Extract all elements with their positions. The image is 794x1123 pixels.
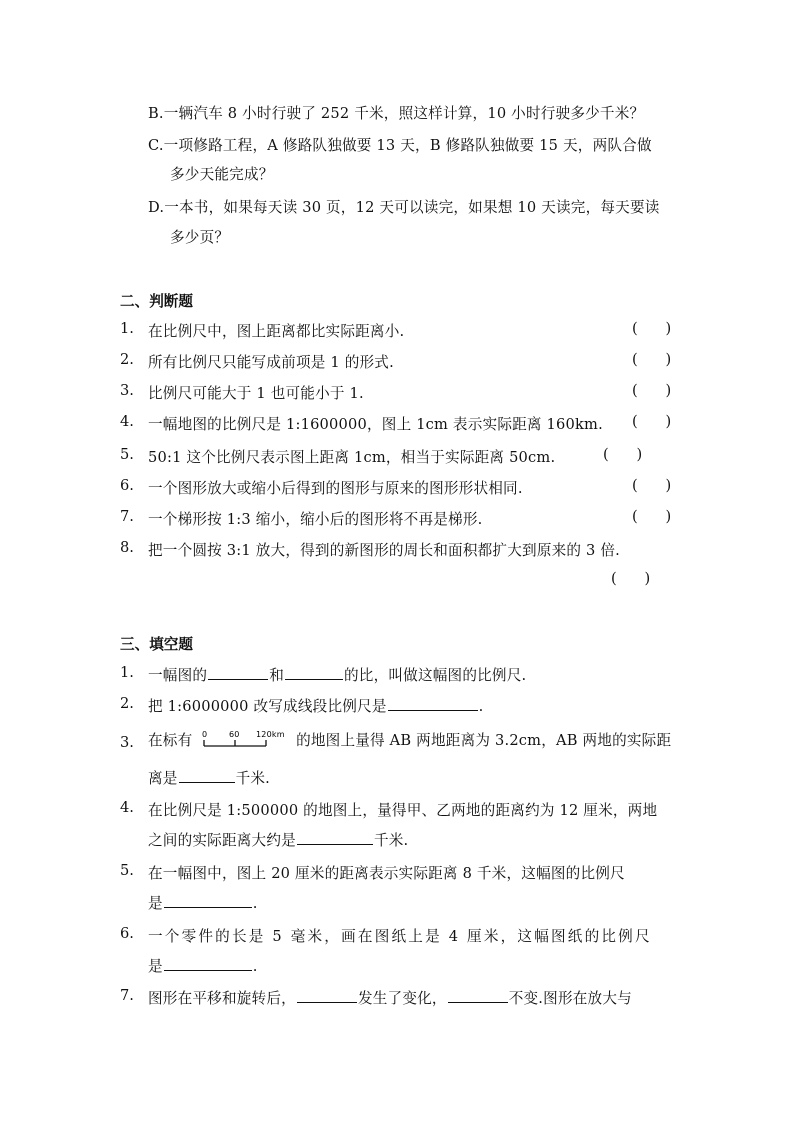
item-text: 的地图上量得 AB 两地距离为 3.2cm，AB 两地的实际距 xyxy=(296,732,672,749)
scale-label-120: 120km xyxy=(256,730,285,739)
section-title-fill-blank: 三、填空题 xyxy=(120,636,193,653)
scale-label-60: 60 xyxy=(229,730,240,739)
answer-blank[interactable] xyxy=(164,893,252,908)
item-number: 8. xyxy=(120,539,134,556)
item-number: 6. xyxy=(120,925,134,942)
item-text: 和 xyxy=(269,667,284,684)
answer-blank[interactable] xyxy=(179,768,235,783)
answer-paren[interactable]: ( ) xyxy=(632,477,672,494)
item-text: 离是 xyxy=(148,770,178,787)
option-d: D.一本书，如果每天读 30 页，12 天可以读完，如果想 10 天读完，每天要读 xyxy=(148,199,660,216)
item-number: 1. xyxy=(120,320,134,337)
answer-blank[interactable] xyxy=(285,665,343,680)
item-text: 把一个圆按 3:1 放大，得到的新图形的周长和面积都扩大到原来的 3 倍. xyxy=(148,542,620,559)
item-text: 50:1 这个比例尺表示图上距离 1cm，相当于实际距离 50cm. xyxy=(148,449,556,466)
fill-item-4: 在比例尺是 1:500000 的地图上，量得甲、乙两地的距离约为 12 厘米，两地 xyxy=(148,802,658,819)
option-b: B.一辆汽车 8 小时行驶了 252 千米，照这样计算，10 小时行驶多少千米？ xyxy=(148,105,645,122)
item-number: 2. xyxy=(120,695,134,712)
item-text: 一个梯形按 1:3 缩小，缩小后的图形将不再是梯形. xyxy=(148,511,483,528)
answer-paren[interactable]: ( ) xyxy=(632,413,672,430)
answer-blank[interactable] xyxy=(208,665,268,680)
item-text: 的比，叫做这幅图的比例尺. xyxy=(343,667,527,684)
item-text: . xyxy=(252,958,258,975)
answer-paren[interactable]: ( ) xyxy=(632,508,672,525)
fill-item-5: 在一幅图中，图上 20 厘米的距离表示实际距离 8 千米，这幅图的比例尺 xyxy=(148,865,625,882)
item-number: 3. xyxy=(120,734,134,751)
section-title-judgment: 二、判断题 xyxy=(120,293,193,310)
item-number: 1. xyxy=(120,664,134,681)
fill-item-5-cont xyxy=(148,892,258,913)
option-d-cont: 多少页？ xyxy=(170,229,230,246)
item-text: 一幅地图的比例尺是 1:1600000，图上 1cm 表示实际距离 160km. xyxy=(148,416,603,433)
answer-paren[interactable]: ( ) xyxy=(603,446,643,463)
item-number: 4. xyxy=(120,799,134,816)
fill-item-1 xyxy=(148,664,526,685)
item-text: 在比例尺中，图上距离都比实际距离小. xyxy=(148,323,405,340)
item-text: 比例尺可能大于 1 也可能小于 1. xyxy=(148,385,364,402)
fill-item-7 xyxy=(148,987,632,1008)
item-text: 之间的实际距离大约是 xyxy=(148,832,296,849)
item-number: 7. xyxy=(120,508,134,525)
item-number: 5. xyxy=(120,446,134,463)
option-c-cont: 多少天能完成？ xyxy=(170,166,274,183)
item-text: 发生了变化， xyxy=(357,990,447,1007)
item-text: 千米. xyxy=(373,832,409,849)
answer-paren[interactable]: ( ) xyxy=(632,351,672,368)
item-text: 千米. xyxy=(235,770,271,787)
answer-blank[interactable] xyxy=(297,988,357,1003)
answer-paren[interactable]: ( ) xyxy=(632,320,672,337)
item-text: 图形在平移和旋转后， xyxy=(148,990,296,1007)
item-text: . xyxy=(478,698,484,715)
item-text: 是 xyxy=(148,895,163,912)
fill-item-3 xyxy=(148,728,671,754)
item-number: 3. xyxy=(120,382,134,399)
line-scale-bar xyxy=(200,728,288,754)
item-text: 所有比例尺只能写成前项是 1 的形式. xyxy=(148,354,394,371)
fill-item-6-cont xyxy=(148,955,258,976)
answer-blank[interactable] xyxy=(448,988,508,1003)
answer-paren[interactable]: ( ) xyxy=(632,382,672,399)
item-text: 在标有 xyxy=(148,732,193,749)
item-number: 5. xyxy=(120,862,134,879)
item-text: 一个图形放大或缩小后得到的图形与原来的图形形状相同. xyxy=(148,480,523,497)
answer-blank[interactable] xyxy=(297,830,373,845)
fill-item-4-cont xyxy=(148,829,408,850)
item-number: 6. xyxy=(120,477,134,494)
item-text: 一幅图的 xyxy=(148,667,208,684)
item-number: 7. xyxy=(120,987,134,1004)
fill-item-6: 一个零件的长是 5 毫米，画在图纸上是 4 厘米，这幅图纸的比例尺 xyxy=(148,928,652,945)
answer-blank[interactable] xyxy=(388,696,478,711)
fill-item-3-cont xyxy=(148,767,270,788)
item-number: 4. xyxy=(120,413,134,430)
answer-paren[interactable]: ( ) xyxy=(611,570,651,587)
answer-blank[interactable] xyxy=(164,956,252,971)
fill-item-2 xyxy=(148,695,483,716)
item-text: 不变.图形在放大与 xyxy=(508,990,632,1007)
item-text: 把 1:6000000 改写成线段比例尺是 xyxy=(148,698,387,715)
item-text: 是 xyxy=(148,958,163,975)
item-text: . xyxy=(252,895,258,912)
option-c: C.一项修路工程，A 修路队独做要 13 天，B 修路队独做要 15 天，两队合做 xyxy=(148,137,652,154)
item-number: 2. xyxy=(120,351,134,368)
scale-label-0: 0 xyxy=(202,730,208,739)
